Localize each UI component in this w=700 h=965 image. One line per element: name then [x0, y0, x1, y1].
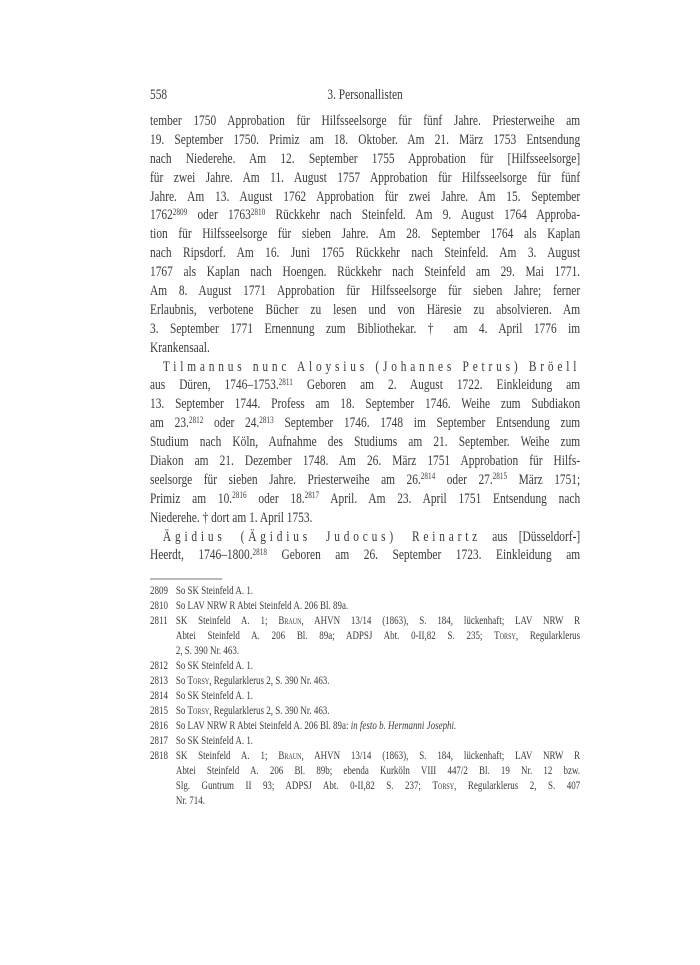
footnote: [150, 673, 580, 688]
text-run: , Regularklerus 2, S. 390 Nr. 463.: [209, 673, 330, 687]
text-run: Jahre. Am 13. August 1762 Approbation für zwei Jahre. Am 15. September: [150, 188, 581, 205]
running-head: [150, 85, 580, 105]
body-line: [150, 206, 580, 225]
smallcaps-name: Torsy: [494, 628, 516, 642]
footnote: [150, 703, 580, 718]
smallcaps-name: Torsy: [187, 703, 210, 717]
footnote: [150, 598, 580, 613]
footnote-ref: 2815: [492, 472, 508, 483]
body-line: [150, 546, 580, 565]
footnote-ref: 2813: [259, 415, 274, 426]
footnote-line: [176, 613, 580, 628]
text-run: So SK Steinfeld A. 1.: [175, 583, 254, 597]
text-run: Studium nach Köln, Aufnahme des Studiums am 21. September. Weihe zum: [150, 434, 581, 451]
footnote-text: [176, 598, 580, 613]
body-line: [150, 376, 580, 395]
footnote-text: [176, 748, 580, 808]
text-run: Abtei Steinfeld A. 206 Bl. 89b; ebenda Kurköln VIII 447/2 Bl. 19 Nr. 12 bzw.: [175, 763, 581, 777]
italic-run: in festo b. Hermanni Josephi.: [350, 718, 457, 732]
text-run: , Regularklerus 2, S. 407: [454, 778, 581, 792]
text-run: Rückkehr nach Steinfeld. Am 9. August 1764 Approba-: [265, 207, 581, 224]
text-run: , Regularklerus: [515, 628, 581, 642]
body-text: [150, 112, 580, 565]
text-run: So: [175, 703, 188, 717]
text-run: , Regularklerus 2, S. 390 Nr. 463.: [209, 703, 330, 717]
footnote-line: [176, 703, 580, 718]
text-run: September 1746. 1748 im September Entsendung zum: [273, 415, 581, 432]
footnote-number: 2812: [150, 658, 168, 672]
footnote-line: [176, 598, 580, 613]
footnote-ref: 2812: [188, 415, 204, 426]
text-run: Geboren am 26. September 1723. Einkleidung am: [266, 547, 581, 564]
text-run: So SK Steinfeld A. 1.: [175, 733, 254, 747]
text-run: oder 24.: [203, 415, 260, 432]
body-line: [150, 490, 580, 509]
text-run: Heerdt, 1746–1800.: [150, 547, 253, 564]
footnote-ref: 2817: [304, 491, 320, 502]
footnote-text: [176, 718, 580, 733]
text-run: , AHVN 13/14 (1863), S. 184, lückenhaft; LAV NRW R: [301, 748, 581, 762]
footnote-line: [176, 733, 580, 748]
footnote-number: 2815: [150, 703, 168, 717]
body-line: [150, 339, 580, 358]
footnote: [150, 748, 580, 808]
footnote-ref: 2818: [252, 547, 267, 558]
text-run: nach Niederehe. Am 12. September 1755 Approbation für [Hilfsseelsorge]: [150, 150, 581, 167]
text-run: SK Steinfeld A. 1;: [175, 748, 279, 762]
body-line: [150, 150, 580, 169]
footnote-text: [176, 688, 580, 703]
text-run: oder 1763: [187, 207, 251, 224]
footnote-line: [176, 688, 580, 703]
footnote-text: [176, 703, 580, 718]
body-line: [150, 471, 580, 490]
text-run: Niederehe. † dort am 1. April 1753.: [150, 509, 313, 526]
body-line: [150, 301, 580, 320]
footnote: [150, 658, 580, 673]
text-run: 3. September 1771 Ernennung zum Bibliothekar. † am 4. April 1776 im: [150, 320, 581, 337]
text-run: seelsorge für sieben Jahre. Priesterweihe am 26.: [150, 471, 421, 488]
body-line: [150, 358, 580, 377]
footnote-number: 2810: [150, 598, 168, 612]
body-line: [150, 395, 580, 414]
footnote-text: [176, 583, 580, 598]
text-run: nach Ripsdorf. Am 16. Juni 1765 Rückkehr nach Steinfeld. Am 3. August: [150, 245, 581, 262]
footnote-line: [176, 628, 580, 643]
footnote: [150, 718, 580, 733]
text-run: am 23.: [150, 415, 189, 432]
text-run: Abtei Steinfeld A. 206 Bl. 89a; ADPSJ Abt. 0-II,82 S. 235;: [175, 628, 495, 642]
text-run: März 1751;: [507, 471, 581, 488]
footnotes: [150, 583, 580, 808]
page-number: 558: [150, 87, 168, 103]
body-line: [150, 169, 580, 188]
text-run: 1767 als Kaplan nach Hoengen. Rückkehr nach Steinfeld am 29. Mai 1771.: [150, 264, 581, 281]
footnote-line: [176, 673, 580, 688]
body-line: [150, 112, 580, 131]
body-line: [150, 282, 580, 301]
footnote-line: [176, 778, 580, 793]
footnote-text: [176, 613, 580, 658]
footnote-separator-rule: [150, 578, 222, 580]
body-line: [150, 528, 580, 547]
letterspaced-name: Tilmannus nunc Aloysius (Johannes Petrus) Bröell: [162, 358, 581, 375]
body-line: [150, 509, 580, 528]
body-line: [150, 263, 580, 282]
body-line: [150, 452, 580, 471]
footnote-line: [176, 763, 580, 778]
text-run: Geboren am 2. August 1722. Einkleidung am: [292, 377, 581, 394]
text-run: Erlaubnis, verbotene Bücher zu lesen und von Häresie zu absolvieren. Am: [150, 301, 581, 318]
text-run: Primiz am 10.: [150, 490, 233, 507]
footnote-text: [176, 733, 580, 748]
smallcaps-name: Braun: [278, 613, 302, 627]
text-run: 19. September 1750. Primiz am 18. Oktober. Am 21. März 1753 Entsendung: [150, 131, 581, 148]
footnote-ref: 2816: [232, 491, 247, 502]
text-run: , AHVN 13/14 (1863), S. 184, lückenhaft; LAV NRW R: [301, 613, 581, 627]
body-line: [150, 320, 580, 339]
smallcaps-name: Torsy: [187, 673, 210, 687]
body-line: [150, 433, 580, 452]
text-run: 1762: [150, 207, 173, 224]
smallcaps-name: Braun: [278, 748, 302, 762]
letterspaced-name: Ägidius (Ägidius Judocus) Reinartz: [162, 528, 482, 545]
footnote-number: 2811: [150, 613, 168, 627]
footnote-number: 2816: [150, 718, 168, 732]
text-run: So SK Steinfeld A. 1.: [175, 688, 254, 702]
footnote-ref: 2814: [420, 472, 436, 483]
body-line: [150, 188, 580, 207]
footnote-text: [176, 673, 580, 688]
footnote-number: 2817: [150, 733, 168, 747]
text-run: Nr. 714.: [175, 793, 205, 807]
text-run: Diakon am 21. Dezember 1748. Am 26. März 1751 Approbation für Hilfs-: [150, 453, 581, 470]
footnote-line: [176, 748, 580, 763]
text-run: 2, S. 390 Nr. 463.: [175, 643, 240, 657]
text-run: SK Steinfeld A. 1;: [175, 613, 279, 627]
text-run: für zwei Jahre. Am 11. August 1757 Approbation für Hilfsseelsorge für fünf: [150, 169, 581, 186]
text-run: So LAV NRW R Abtei Steinfeld A. 206 Bl. 89a:: [175, 718, 351, 732]
footnote-number: 2809: [150, 583, 168, 597]
footnote-line: [176, 643, 580, 658]
footnote: [150, 583, 580, 598]
footnote-ref: 2810: [250, 207, 266, 218]
text-run: Krankensaal.: [150, 339, 210, 356]
body-line: [150, 414, 580, 433]
smallcaps-name: Torsy: [432, 778, 455, 792]
footnote-ref: 2811: [278, 377, 293, 388]
text-run: Slg. Guntrum II 93; ADPSJ Abt. 0-II,82 S. 237;: [175, 778, 433, 792]
footnote-number: 2818: [150, 748, 168, 762]
body-line: [150, 225, 580, 244]
text-run: aus [Düsseldorf-]: [481, 528, 581, 545]
footnote-line: [176, 658, 580, 673]
footnote-line: [176, 583, 580, 598]
footnote: [150, 733, 580, 748]
text-run: 13. September 1744. Profess am 18. September 1746. Weihe zum Subdiakon: [150, 396, 581, 413]
text-run: tion für Hilfsseelsorge für sieben Jahre. Am 28. September 1764 als Kaplan: [150, 226, 581, 243]
footnote-line: [176, 718, 580, 733]
running-head-title: 3. Personallisten: [327, 87, 403, 103]
footnote: [150, 613, 580, 658]
text-run: So LAV NRW R Abtei Steinfeld A. 206 Bl. 89a.: [175, 598, 349, 612]
footnote-number: 2814: [150, 688, 168, 702]
text-run: oder 18.: [246, 490, 305, 507]
footnote-ref: 2809: [172, 207, 188, 218]
text-run: tember 1750 Approbation für Hilfsseelsorge für fünf Jahre. Priesterweihe am: [150, 113, 581, 129]
text-run: Am 8. August 1771 Approbation für Hilfsseelsorge für sieben Jahre; ferner: [150, 283, 581, 300]
text-run: aus Düren, 1746–1753.: [150, 377, 279, 394]
text-run: oder 27.: [435, 471, 493, 488]
text-run: So: [175, 673, 188, 687]
footnote-text: [176, 658, 580, 673]
text-run: April. Am 23. April 1751 Entsendung nach: [319, 490, 581, 507]
footnote-line: [176, 793, 580, 808]
type-area: [150, 0, 580, 965]
footnote-number: 2813: [150, 673, 168, 687]
footnote: [150, 688, 580, 703]
body-line: [150, 244, 580, 263]
text-run: So SK Steinfeld A. 1.: [175, 658, 254, 672]
body-line: [150, 131, 580, 150]
